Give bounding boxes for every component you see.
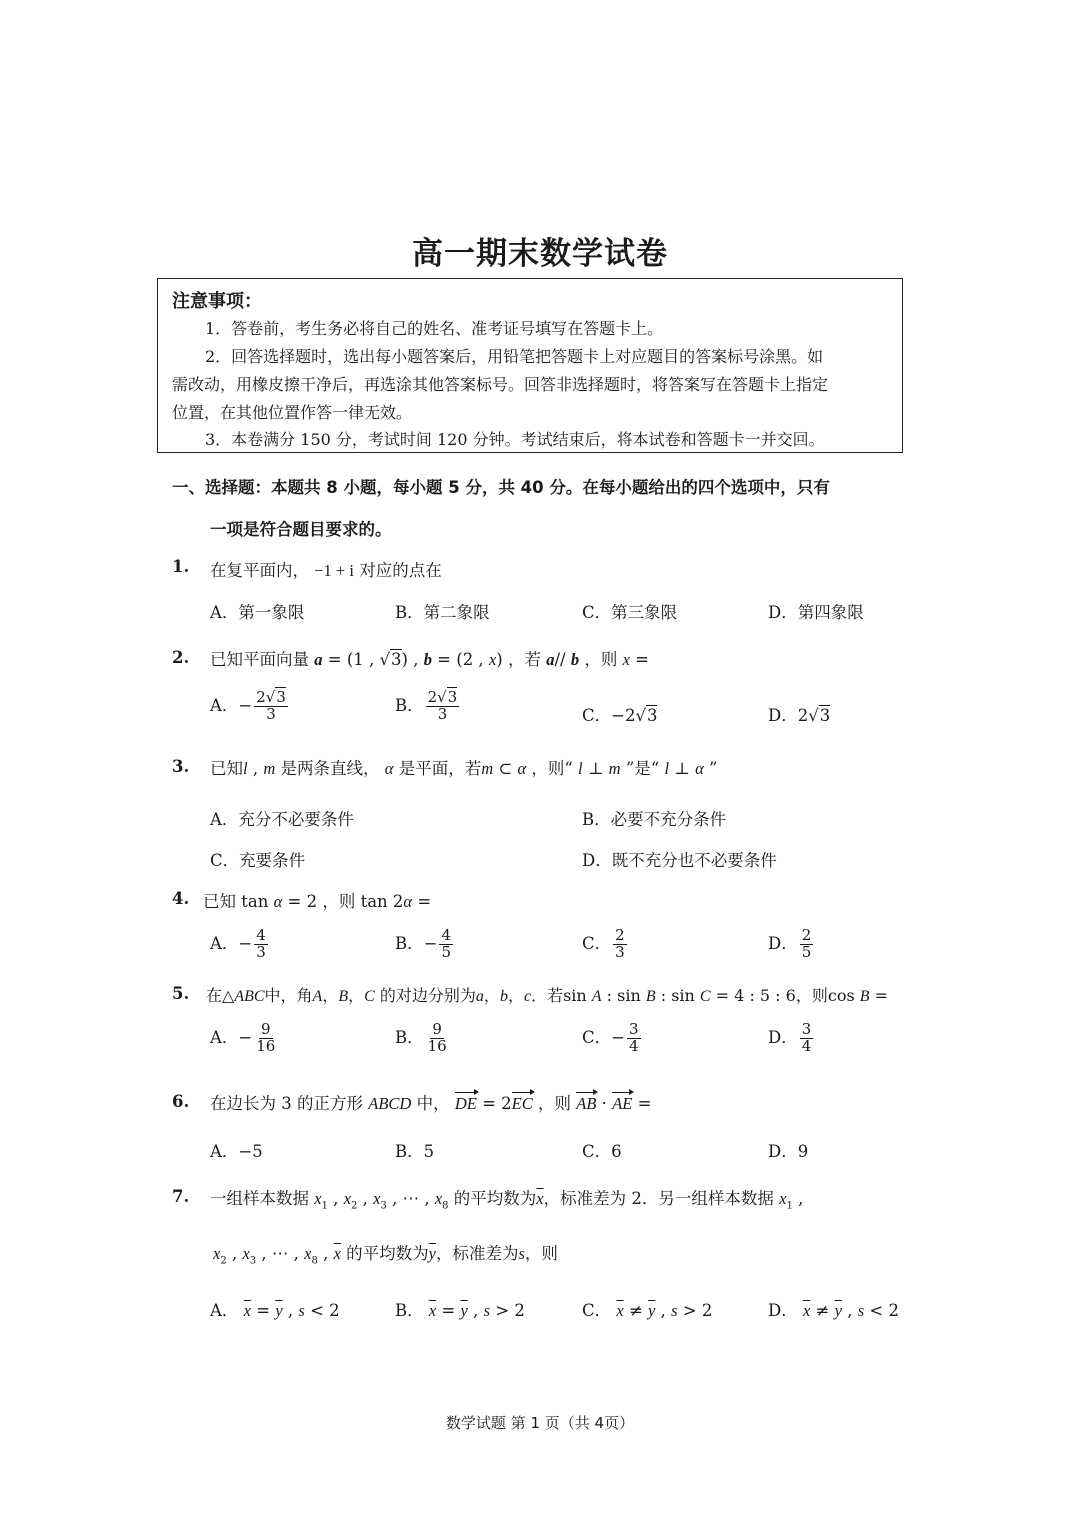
option-c: C．第三象限 bbox=[582, 603, 678, 622]
option-c: C．6 bbox=[582, 1142, 622, 1161]
option-b: B．必要不充分条件 bbox=[582, 810, 727, 829]
formula: a// b bbox=[546, 650, 580, 669]
option-a: A． $\overline{x} = \overline{y}$ , s < 2 bbox=[210, 1301, 340, 1320]
option-d: D． $\frac{2}{5}$ bbox=[768, 926, 812, 961]
notice-line-3: 需改动，用橡皮擦干净后，再选涂其他答案标号。回答非选择题时，将答案写在答题卡上指定 bbox=[172, 375, 829, 394]
option-b: B． $\frac{9}{16}$ bbox=[395, 1020, 447, 1055]
option-d: D． $\frac{3}{4}$ bbox=[768, 1020, 812, 1055]
option-d: D．第四象限 bbox=[768, 603, 864, 622]
notice-heading: 注意事项： bbox=[172, 291, 262, 312]
question-7-stem: 一组样本数据 $x_1$ , $x_2$ , $x_3$ , ⋯ , $x_8$ 的平均数为$\overline{x}$，标准差为 2．另一组样本数据 $x_1$ , bbox=[210, 1189, 804, 1212]
notice-line-2: 2．回答选择题时，选出每小题答案后，用铅笔把答题卡上对应题目的答案标号涂黑。如 bbox=[205, 347, 824, 366]
option-b: B．第二象限 bbox=[395, 603, 490, 622]
option-a: A．− $\frac{2√3}{3}$ bbox=[210, 688, 286, 723]
option-d: D． $\overline{x} \ne \overline{y}$ , s < 2 bbox=[768, 1301, 899, 1320]
section-heading-cont: 一项是符合题目要求的。 bbox=[210, 520, 392, 539]
question-number: 1. bbox=[172, 557, 190, 576]
formula: a = (1 , √3) , b = (2 , x) bbox=[314, 650, 503, 669]
question-5-stem: 在△ABC中，角A，B，C 的对边分别为a，b，c．若sin A : sin B : sin C = 4 : 5 : 6，则cos B = bbox=[206, 986, 889, 1005]
option-b: B．5 bbox=[395, 1142, 435, 1161]
question-6-stem: 在边长为 3 的正方形 ABCD 中， DE = 2EC ，则 AB · AE = bbox=[210, 1094, 652, 1113]
option-b: B． $\frac{2√3}{3}$ bbox=[395, 688, 458, 723]
question-1-stem: 在复平面内， −1 + i 对应的点在 bbox=[210, 561, 442, 580]
option-c: C． $\overline{x} \ne \overline{y}$ , s > 2 bbox=[582, 1301, 713, 1320]
notice-line-4: 位置，在其他位置作答一律无效。 bbox=[172, 403, 413, 422]
option-d: D．2√3 bbox=[768, 706, 831, 725]
question-2-stem: 已知平面向量 a = (1 , √3) , b = (2 , x) ，若 a// b ，则 x = bbox=[210, 650, 649, 669]
option-c: C． $\frac{2}{3}$ bbox=[582, 926, 625, 961]
option-b: B．− $\frac{4}{5}$ bbox=[395, 926, 452, 961]
option-c: C．−2√3 bbox=[582, 706, 658, 725]
question-4-stem: 已知 tan α = 2 ，则 tan 2α = bbox=[203, 892, 432, 911]
option-d: D．既不充分也不必要条件 bbox=[582, 851, 777, 870]
question-number: 3. bbox=[172, 757, 190, 776]
option-b: B． $\overline{x} = \overline{y}$ , s > 2 bbox=[395, 1301, 525, 1320]
option-a: A．充分不必要条件 bbox=[210, 810, 354, 829]
question-number: 7. bbox=[172, 1187, 190, 1206]
notice-line-1: 1．答卷前，考生务必将自己的姓名、准考证号填写在答题卡上。 bbox=[205, 319, 664, 338]
option-c: C．充要条件 bbox=[210, 851, 306, 870]
question-number: 5. bbox=[172, 984, 190, 1003]
option-a: A．第一象限 bbox=[210, 603, 305, 622]
question-number: 4. bbox=[172, 889, 190, 908]
option-a: A．− $\frac{9}{16}$ bbox=[210, 1020, 276, 1055]
option-c: C．− $\frac{3}{4}$ bbox=[582, 1020, 639, 1055]
page-footer: 数学试题 第 1 页（共 4页） bbox=[445, 1414, 635, 1432]
page-title: 高一期末数学试卷 bbox=[412, 236, 668, 272]
notice-line-5: 3．本卷满分 150 分，考试时间 120 分钟。考试结束后，将本试卷和答题卡一并交回。 bbox=[205, 430, 825, 449]
option-a: A．−5 bbox=[210, 1142, 263, 1161]
question-3-stem: 已知l , m 是两条直线， α 是平面，若m ⊂ α ，则“ l ⊥ m ”是“ l ⊥ α ” bbox=[210, 759, 718, 778]
section-heading: 一、选择题：本题共 8 小题，每小题 5 分，共 40 分。在每小题给出的四个选项中，只有 bbox=[172, 478, 830, 497]
question-number: 6. bbox=[172, 1092, 190, 1111]
formula: x = bbox=[622, 650, 649, 669]
question-number: 2. bbox=[172, 648, 190, 667]
option-d: D．9 bbox=[768, 1142, 809, 1161]
option-a: A．− $\frac{4}{3}$ bbox=[210, 926, 266, 961]
question-7-stem-cont: $x_2$ , $x_3$ , ⋯ , $x_8$ , $\overline{x}$ 的平均数为$\overline{y}$，标准差为s，则 bbox=[213, 1244, 558, 1267]
